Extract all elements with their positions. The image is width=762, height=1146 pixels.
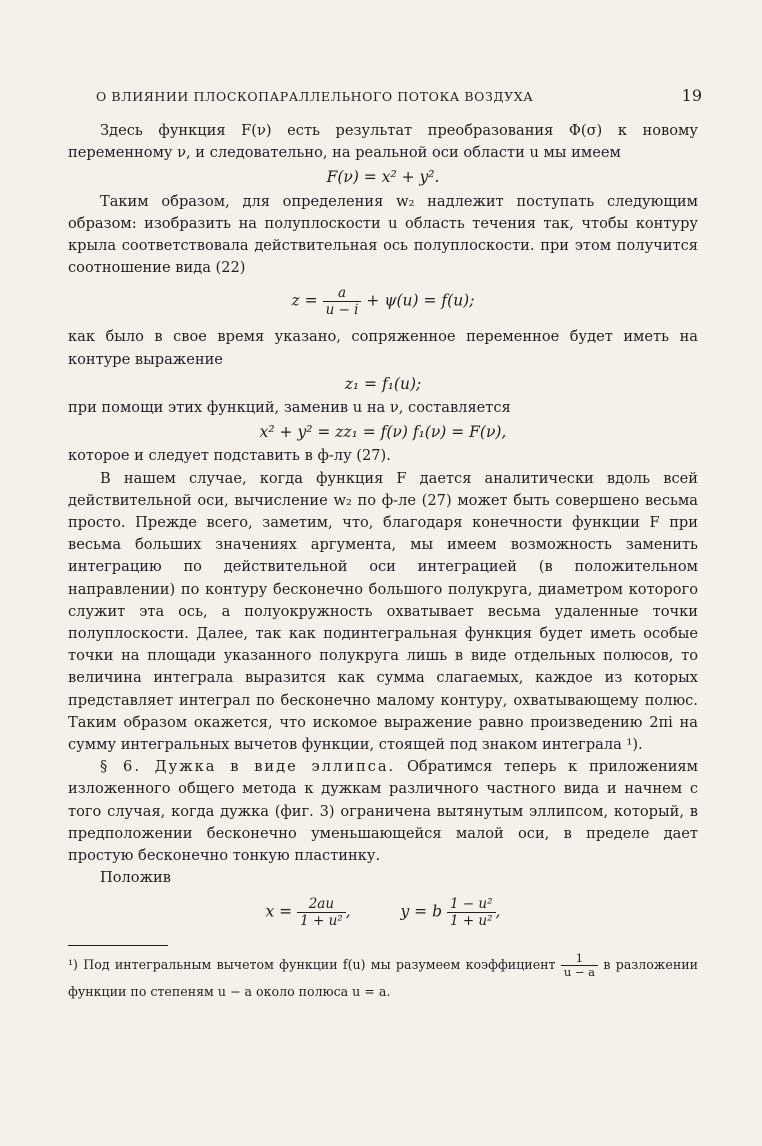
fraction-numerator: 1 bbox=[561, 952, 598, 966]
equation-part: x = bbox=[265, 902, 293, 920]
paragraph: при помощи этих функций, заменив u на ν, составляется bbox=[68, 399, 511, 417]
paragraph: В нашем случае, когда функция F дается аналитически вдоль всей действительной оси, вычисление w₂ по ф-ле (27) может быть совершено весьма просто. Прежде всего, заметим, что, благодаря конечности функции F при весьма больших значениях аргумента, мы имеем возможность заменить интеграцию по действительной оси интеграцией (в положительном направлении) по контуру бесконечно большого полукруга, диаметром которого служит эта ось, а полуокружность охватывает весьма удаленные точки полуплоскости. Далее, так как подинтегральная функция будет иметь особые точки на площади указанного полукруга лишь в виде отдельных полюсов, то величина интеграла выразится как сумма слагаемых, каждое из которых представляет интеграл по бесконечно малому контуру, охватывающему полюс. Таким образом окажется, что искомое выражение равно произведению 2πi на сумму интегральных вычетов функции, стоящей под знаком интеграла ¹). bbox=[68, 469, 698, 754]
fraction-denominator: u − a bbox=[563, 964, 596, 979]
fraction-numerator: 1 − u² bbox=[447, 896, 496, 913]
paragraph: которое и следует подставить в ф-лу (27). bbox=[68, 447, 391, 465]
running-title: О ВЛИЯНИИ ПЛОСКОПАРАЛЛЕЛЬНОГО ПОТОКА ВОЗДУХА bbox=[96, 89, 534, 104]
footnote-rule bbox=[68, 945, 168, 946]
equation: z₁ = f₁(u); bbox=[344, 374, 422, 393]
equation bbox=[68, 285, 698, 318]
fraction bbox=[561, 952, 598, 979]
footnote-text: ¹) Под интегральным вычетом функции f(u) мы разумеем коэффициент bbox=[68, 956, 556, 972]
paragraph: Таким образом, для определения w₂ надлежит поступать следующим образом: изобразить на полуплоскости u область течения так, чтобы контуру крыла соответствовала действительная ось полуплоскости. при этом получится соотношение вида (22) bbox=[68, 192, 698, 277]
section-paragraph bbox=[68, 756, 698, 867]
fraction bbox=[297, 896, 346, 929]
fraction-denominator: 1 + u² bbox=[449, 912, 493, 929]
equation: x = $\frac{2au}{\text{1 + u²}}$ , y = b $\frac{\text{1 − u²}}{\text{1 + u²}}$ , bbox=[265, 895, 501, 929]
equation-part: y = b bbox=[400, 902, 443, 920]
paragraph: Здесь функция F(ν) есть результат преобразования Φ(σ) к новому переменному ν, и следовательно, на реальной оси области u мы имеем bbox=[68, 122, 698, 162]
footnote bbox=[68, 952, 698, 1005]
paragraph: как было в свое время указано, сопряженное переменное будет иметь на контуре выражение bbox=[68, 328, 698, 368]
equation: F(ν) = x² + y². bbox=[326, 168, 440, 187]
fraction-numerator: a bbox=[323, 285, 362, 302]
fraction-numerator: 2au bbox=[297, 896, 346, 913]
equation-part: + ψ(u) = f(u); bbox=[366, 291, 475, 310]
paragraph: Положив bbox=[100, 869, 171, 887]
fraction-denominator: u − i bbox=[325, 302, 359, 319]
body-text bbox=[68, 120, 698, 1005]
section-text: Обратимся теперь к приложениям изложенного общего метода к дужкам различного частного вида и начнем с того случая, когда дужка (фиг. 3) ограничена вытянутым эллипсом, который, в предположении бесконечно уменьшающейся малой оси, в пределе дает простую бесконечно тонкую пластинку. bbox=[68, 758, 698, 865]
fraction bbox=[447, 896, 496, 929]
section-heading: § 6. Дужка в виде эллипса. bbox=[100, 758, 396, 776]
running-header bbox=[96, 86, 702, 105]
footnote-text: в разложении функции по степеням u − a около полюса u = a. bbox=[68, 956, 698, 999]
fraction bbox=[323, 285, 362, 318]
fraction-denominator: 1 + u² bbox=[300, 912, 343, 929]
equation: x² + y² = zz₁ = f(ν) f₁(ν) = F(ν), bbox=[259, 423, 507, 442]
page-number: 19 bbox=[681, 86, 702, 105]
equation-part: z = bbox=[291, 291, 318, 310]
